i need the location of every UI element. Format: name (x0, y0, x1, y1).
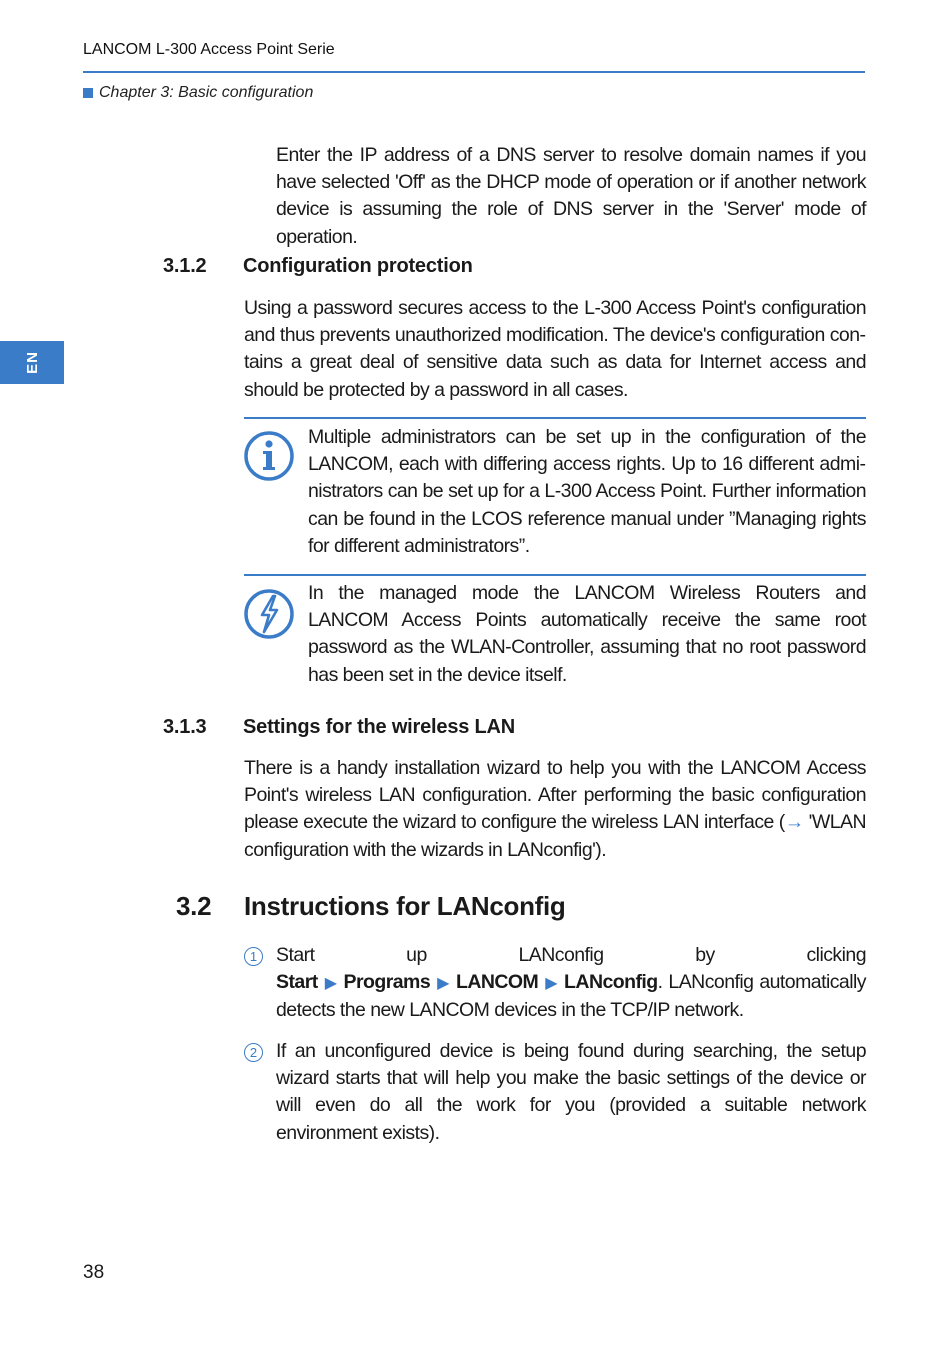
step-2-text: If an unconfigured device is being found during searching, the setup wizard starts that will help you make the basic settings of the device or will even do all the work for you (provided a suitable network environment exists). (276, 1040, 866, 1144)
step-text: Start up LANconfig by clicking (276, 944, 866, 966)
running-header-title: LANCOM L-300 Access Point Serie (83, 41, 335, 58)
chapter-square-icon (83, 88, 93, 98)
section-312-paragraph: Using a password secures access to the L-300 Access Point's configuration and thus prevents unauthorized modification. The device's configuration contains a great deal of sensitive data such as data for Internet access and should be protected by a password in all cases. (244, 297, 866, 401)
section-313-paragraph (244, 755, 866, 864)
section-number: 3.1.2 (163, 255, 207, 277)
step-1-text (276, 942, 866, 1025)
cross-reference-arrow-icon: → (784, 811, 804, 834)
info-icon (243, 430, 295, 482)
triangle-right-icon: ▶ (436, 975, 450, 993)
menu-path-lanconfig: LANconfig (564, 971, 658, 994)
header-rule (83, 71, 865, 73)
step-text: . LANconfig automatically detects the new LANCOM devices in the TCP/IP network. (276, 971, 866, 1022)
section-number: 3.1.3 (163, 716, 207, 738)
cross-reference-text[interactable]: 'WLAN configuration with the wizards in LANconfig'). (244, 811, 866, 861)
intro-paragraph: Enter the IP address of a DNS server to resolve domain names if you have selected 'Off' as the DHCP mode of operation or if another network device is assuming the role of DNS server in the 'Server' mode of operation. (276, 144, 866, 248)
warning-note-text: In the managed mode the LANCOM Wireless Routers and LANCOM Access Points automatically receive the same root password as the WLAN-Controller, assuming that no root password has been set in the device itself. (308, 582, 866, 686)
menu-path-programs: Programs (343, 971, 431, 994)
chapter-text: Chapter 3: Basic configuration (99, 84, 314, 101)
triangle-right-icon: ▶ (323, 975, 338, 993)
language-tab-label: EN (23, 351, 41, 374)
page-number: 38 (83, 1262, 105, 1283)
section-number: 3.2 (176, 891, 212, 921)
warning-note-rule (244, 574, 866, 576)
paragraph-text: There is a handy installation wizard to help you with the LANCOM Access Point's wireless LAN configuration. After performing the basic configuration please execute the wizard to configure the wireless LAN interface ( (244, 757, 866, 834)
section-title: Instructions for LANconfig (244, 891, 566, 921)
step-number-marker: 2 (244, 1043, 263, 1062)
step-number-marker: 1 (244, 947, 263, 966)
lightning-icon (243, 588, 295, 640)
section-title: Configuration protection (243, 255, 473, 277)
menu-path-start: Start (276, 971, 318, 994)
menu-path-lancom: LANCOM (455, 971, 539, 994)
info-note-rule (244, 417, 866, 419)
section-heading-32 (176, 891, 566, 922)
chapter-label (83, 84, 313, 102)
section-title: Settings for the wireless LAN (243, 716, 516, 738)
language-tab (0, 341, 64, 384)
triangle-right-icon: ▶ (544, 975, 559, 993)
info-note-text: Multiple administrators can be set up in the configuration of the LANCOM, each with differing access rights. Up to 16 different administrators can be set up for a L-300 Access Point. Further information can be found in the LCOS reference manual under ”Managing rights for different administrators”. (308, 426, 866, 557)
